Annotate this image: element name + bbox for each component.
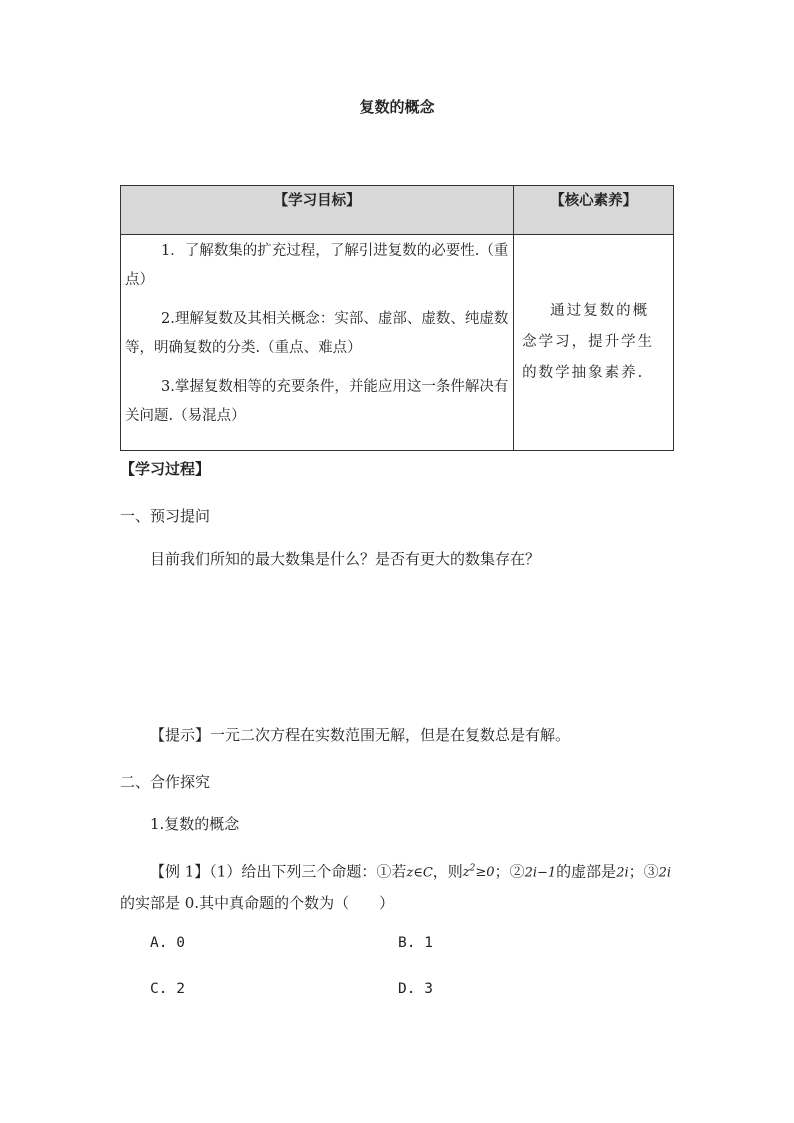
example-text: ；③ xyxy=(628,862,659,881)
hint-text: 【提示】一元二次方程在实数范围无解，但是在复数总是有解。 xyxy=(150,726,571,744)
example-text: ，则 xyxy=(432,862,463,881)
goal-item: 3.掌握复数相等的充要条件，并能应用这一条件解决有关问题.（易混点） xyxy=(125,379,509,424)
core-header: 【核心素养】 xyxy=(514,186,674,235)
option-d: D. 3 xyxy=(398,981,433,997)
process-heading: 【学习过程】 xyxy=(120,460,211,478)
page-title: 复数的概念 xyxy=(359,98,435,116)
example-text: 的实部是 0.其中真命题的个数为（ ） xyxy=(120,894,395,913)
math-expr: z∈C xyxy=(406,865,433,881)
goals-cell xyxy=(121,235,514,451)
example-text: 的虚部是 xyxy=(556,862,617,881)
core-cell: 通过复数的概念学习，提升学生的数学抽象素养. xyxy=(514,235,674,451)
option-b: B. 1 xyxy=(398,935,433,951)
goal-item: 1．了解数集的扩充过程，了解引进复数的必要性.（重点） xyxy=(125,243,509,288)
example-1 xyxy=(120,854,680,918)
goals-table xyxy=(120,185,674,451)
math-expr: 2i xyxy=(658,865,672,881)
option-c: C. 2 xyxy=(150,981,185,997)
math-expr: z xyxy=(462,865,470,881)
example-text: ；② xyxy=(494,862,525,881)
goal-item: 2.理解复数及其相关概念：实部、虚部、虚数、纯虚数等，明确复数的分类.（重点、难点） xyxy=(125,311,509,356)
goals-header: 【学习目标】 xyxy=(121,186,514,235)
math-expr: 2i xyxy=(616,865,629,881)
math-expr: ≥0 xyxy=(475,865,495,881)
subsection-title: 1.复数的概念 xyxy=(150,815,240,833)
section2-heading: 二、合作探究 xyxy=(120,773,211,791)
section1-heading: 一、预习提问 xyxy=(120,507,211,525)
math-expr xyxy=(463,865,495,880)
math-expr: 2i−1 xyxy=(524,865,557,881)
preview-question: 目前我们所知的最大数集是什么？是否有更大的数集存在？ xyxy=(150,550,541,568)
math-sup: 2 xyxy=(469,864,476,874)
example-text: 【例 1】（1）给出下列三个命题：①若 xyxy=(150,862,407,881)
option-a: A. 0 xyxy=(150,935,185,951)
